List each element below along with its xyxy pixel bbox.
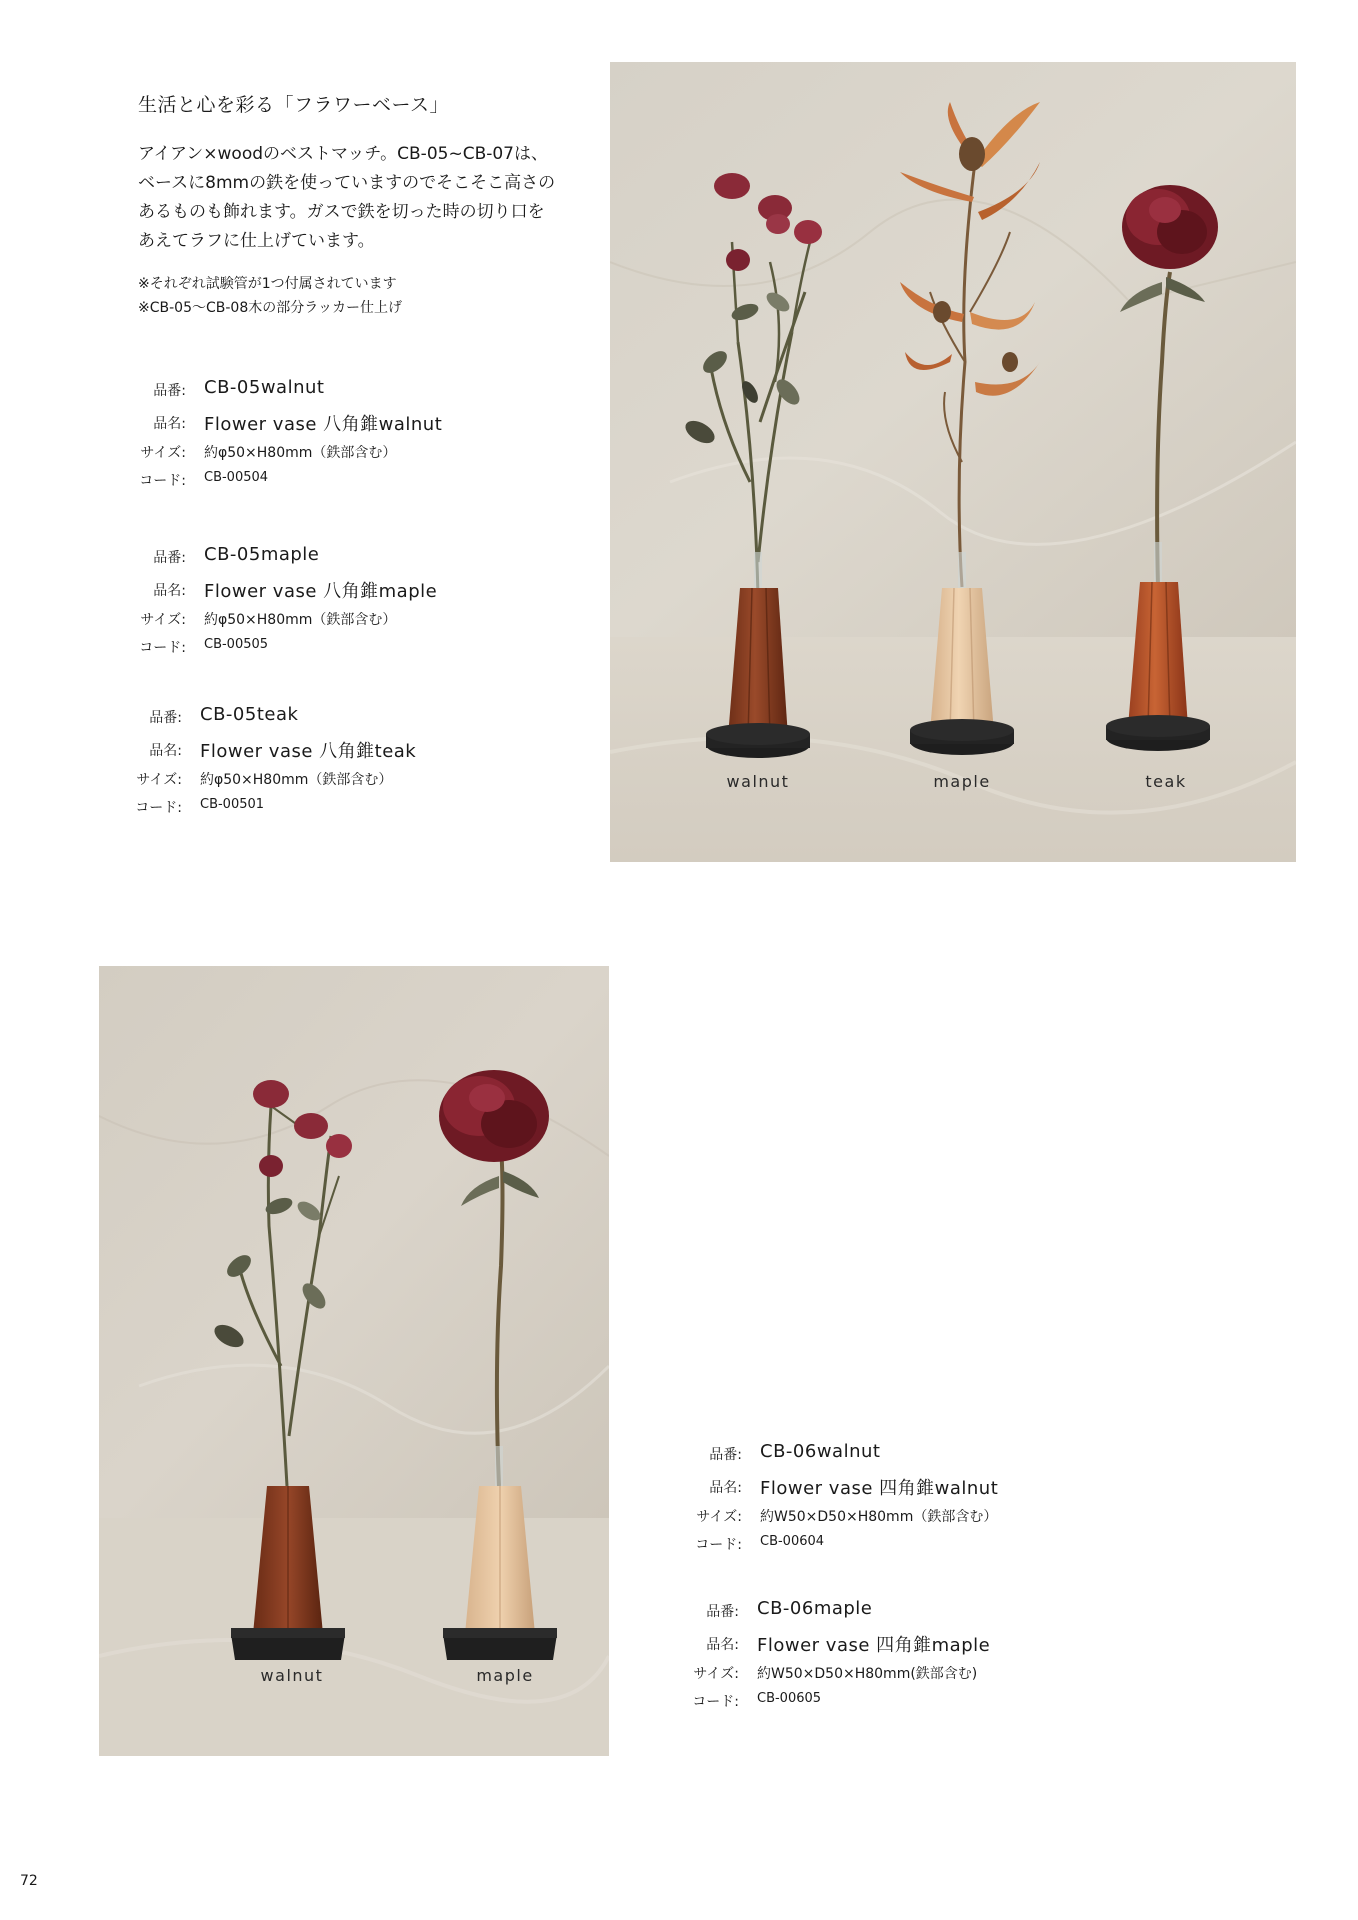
label-name: 品名: — [153, 583, 186, 599]
caption-walnut: walnut — [260, 1666, 324, 1685]
intro-line: あえてラフに仕上げています。 — [138, 231, 375, 251]
product-code: CB-00501 — [200, 797, 265, 812]
label-size: サイズ: — [136, 772, 182, 788]
product-name: Flower vase 八角錐maple — [204, 581, 438, 602]
note-line: ※それぞれ試験管が1つ付属されています — [138, 276, 397, 292]
page-number: 72 — [20, 1873, 38, 1889]
product-number: CB-05walnut — [204, 377, 325, 398]
product-number: CB-05teak — [200, 704, 299, 725]
caption-maple: maple — [476, 1666, 534, 1685]
notes — [138, 272, 402, 320]
caption-walnut: walnut — [726, 772, 790, 791]
intro-line: アイアン×woodのベストマッチ。CB-05~CB-07は、 — [138, 144, 548, 164]
product-code: CB-00504 — [204, 470, 269, 485]
product-spec-cb05-teak — [122, 704, 522, 817]
label-name: 品名: — [706, 1637, 739, 1653]
product-size: 約W50×D50×H80mm(鉄部含む) — [757, 1666, 978, 1682]
product-number: CB-05maple — [204, 544, 320, 565]
label-size: サイズ: — [140, 612, 186, 628]
label-code: コード: — [135, 800, 182, 816]
label-number: 品番: — [709, 1447, 742, 1463]
caption-teak: teak — [1145, 772, 1187, 791]
product-name: Flower vase 八角錐teak — [200, 741, 417, 762]
label-size: サイズ: — [696, 1509, 742, 1525]
product-spec-cb06-walnut — [682, 1441, 1122, 1554]
product-photo-cb06 — [99, 966, 609, 1756]
label-size: サイズ: — [693, 1666, 739, 1682]
label-number: 品番: — [706, 1604, 739, 1620]
label-name: 品名: — [149, 743, 182, 759]
label-code: コード: — [139, 473, 186, 489]
product-spec-cb05-maple — [126, 544, 526, 657]
product-spec-cb05-walnut — [126, 377, 526, 490]
product-size: 約φ50×H80mm（鉄部含む） — [204, 445, 397, 461]
label-number: 品番: — [153, 383, 186, 399]
product-spec-cb06-maple — [679, 1598, 1119, 1711]
product-number: CB-06maple — [757, 1598, 873, 1619]
label-code: コード: — [692, 1694, 739, 1710]
product-name: Flower vase 八角錐walnut — [204, 414, 443, 435]
label-name: 品名: — [153, 416, 186, 432]
page-title: 生活と心を彩る「フラワーベース」 — [138, 94, 450, 116]
note-line: ※CB-05〜CB-08木の部分ラッカー仕上げ — [138, 300, 402, 316]
product-size: 約φ50×H80mm（鉄部含む） — [200, 772, 393, 788]
caption-maple: maple — [933, 772, 991, 791]
label-number: 品番: — [153, 550, 186, 566]
product-code: CB-00605 — [757, 1691, 822, 1706]
label-size: サイズ: — [140, 445, 186, 461]
product-name: Flower vase 四角錐maple — [757, 1635, 991, 1656]
label-number: 品番: — [149, 710, 182, 726]
product-size: 約φ50×H80mm（鉄部含む） — [204, 612, 397, 628]
product-name: Flower vase 四角錐walnut — [760, 1478, 999, 1499]
label-name: 品名: — [709, 1480, 742, 1496]
product-number: CB-06walnut — [760, 1441, 881, 1462]
intro-line: ベースに8mmの鉄を使っていますのでそこそこ高さの — [138, 173, 556, 193]
product-code: CB-00505 — [204, 637, 269, 652]
intro-line: あるものも飾れます。ガスで鉄を切った時の切り口を — [138, 202, 545, 222]
product-photo-cb05 — [610, 62, 1296, 862]
label-code: コード: — [139, 640, 186, 656]
label-code: コード: — [695, 1537, 742, 1553]
product-size: 約W50×D50×H80mm（鉄部含む） — [760, 1509, 998, 1525]
intro-text — [138, 140, 578, 256]
product-code: CB-00604 — [760, 1534, 825, 1549]
